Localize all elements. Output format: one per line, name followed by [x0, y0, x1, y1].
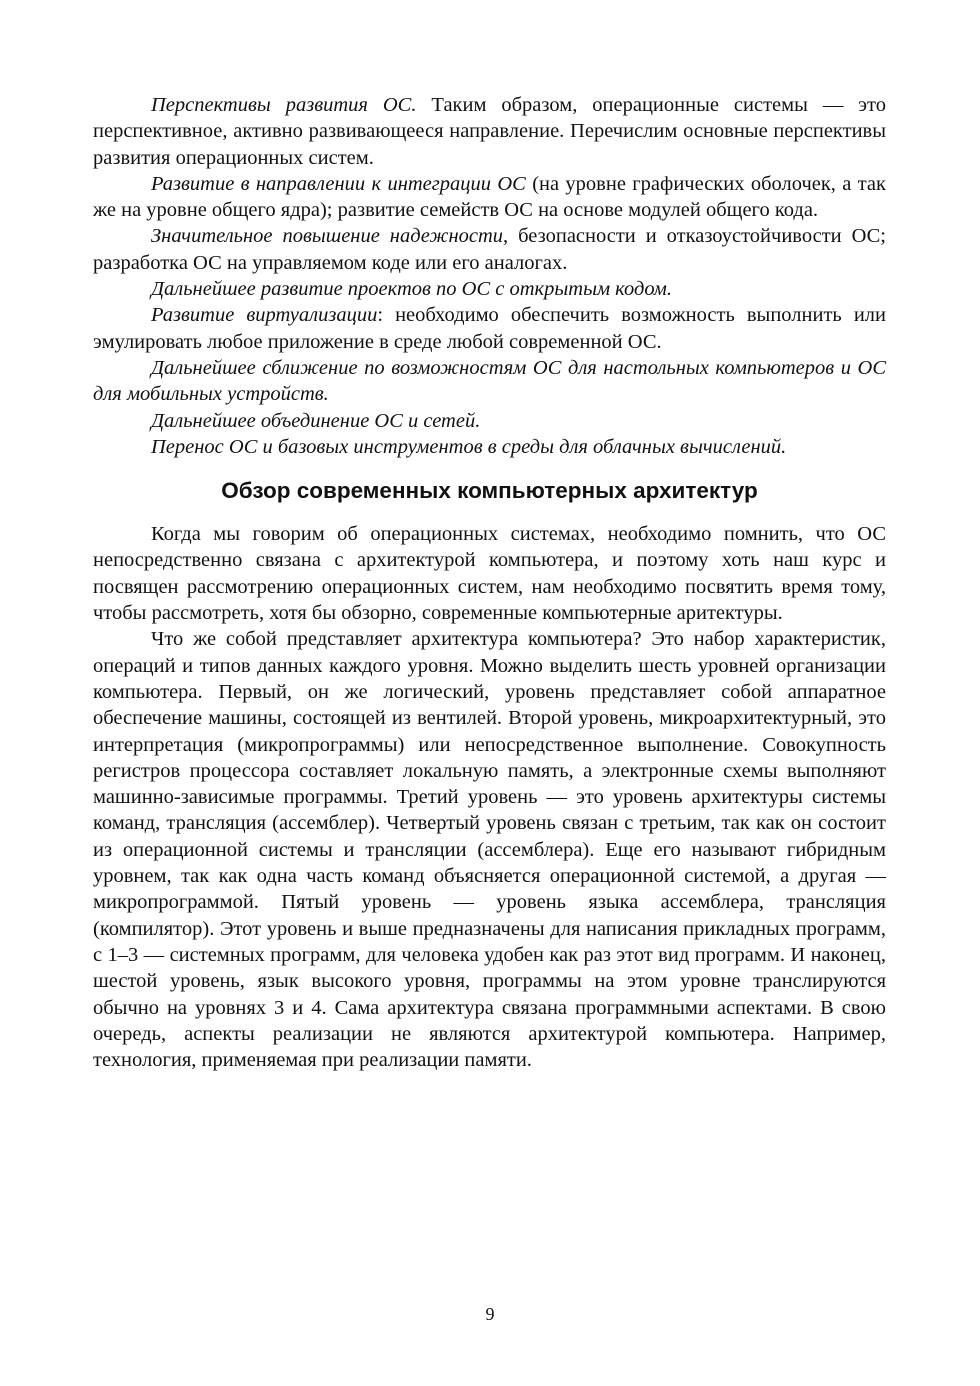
paragraph-intro: Когда мы говорим об операционных системах, необходимо помнить, что ОС непосредственно связана с архитектурой компьютера, и поэтому хоть наш курс и посвящен рассмотрению операционных систем, нам необходимо посвятить время тому, чтобы рассмотреть, хотя бы обзорно, современные компьютерные аритектуры. — [93, 523, 886, 625]
paragraph-reliability — [93, 223, 886, 276]
paragraph-lead: Дальнейшее развитие проектов по ОС с открытым кодом. — [151, 278, 673, 301]
paragraph-perspectives — [93, 92, 886, 171]
paragraph-cloud — [93, 434, 886, 460]
paragraph-integration — [93, 171, 886, 224]
paragraph-architecture-levels: Что же собой представляет архитектура компьютера? Это набор характеристик, операций и типов данных каждого уровня. Можно выделить шесть уровней организации компьютера. Первый, он же логический, уровень представляет собой аппаратное обеспечение машины, состоящей из вентилей. Второй уровень, микроархитектурный, это интерпретация (микропрограммы) или непосредственное выполнение. Совокупность регистров процессора составляет локальную память, а электронные схемы выполняют машинно-зависимые программы. Третий уровень — это уровень архитектуры системы команд, трансляция (ассемблер). Четвертый уровень связан с третьим, так как он состоит из операционной системы и трансляции (ассемблера). Еще его называют гибридным уровнем, так как одна часть команд объясняется операционной системой, а другая — микропрограммой. Пятый уровень — уровень языка ассемблера, трансляция (компилятор). Этот уровень и выше предназначены для написания прикладных программ, с 1–3 — системных программ, для человека удобен как раз этот вид программ. И наконец, шестой уровень, язык высокого уровня, программы на этом уровне транслируются обычно на уровнях 3 и 4. Сама архитектура связана программными аспектами. В свою очередь, аспекты реализации не являются архитектурой компьютера. Например, технология, применяемая при реализации памяти. — [93, 628, 886, 1072]
section-heading: Обзор современных компьютерных архитектур — [221, 478, 758, 504]
paragraph-desktop-mobile — [93, 355, 886, 408]
paragraph-networks — [93, 408, 886, 434]
document-page — [93, 92, 886, 1073]
paragraph-lead: Развитие виртуализации — [151, 304, 378, 327]
paragraph-lead: Дальнейшее сближение по возможностям ОС для настольных компьютеров и ОС для мобильных устройств. — [93, 356, 886, 406]
paragraph-text: (на уровне графических оболочек, а так же на уровне общего ядра); развитие семейств ОС на основе модулей общего кода. — [93, 172, 886, 222]
paragraph-text: : необходимо обеспечить возможность выполнить или эмулировать любое приложение в среде любой современной ОС. — [93, 304, 887, 353]
paragraph-virtualization — [93, 302, 886, 355]
paragraph-lead: Перенос ОС и базовых инструментов в среды для облачных вычислений. — [151, 435, 787, 458]
paragraph-open-source — [93, 276, 886, 302]
paragraph-lead: Значительное повышение надежности — [151, 225, 504, 248]
page-number: 9 — [485, 1304, 495, 1324]
paragraph-text: , безопасности и отказоустойчивости ОС; разработка ОС на управляемом коде или его аналогах. — [93, 225, 887, 274]
paragraph-lead: Перспективы развития ОС. — [151, 94, 417, 116]
paragraph-lead: Дальнейшее объединение ОС и сетей. — [151, 409, 481, 432]
paragraph-lead: Развитие в направлении к интеграции ОС — [151, 172, 526, 195]
paragraph-text: Таким образом, операционные системы — это перспективное, активно развивающееся направление. Перечислим основные перспективы развития операционных систем. — [93, 94, 886, 169]
